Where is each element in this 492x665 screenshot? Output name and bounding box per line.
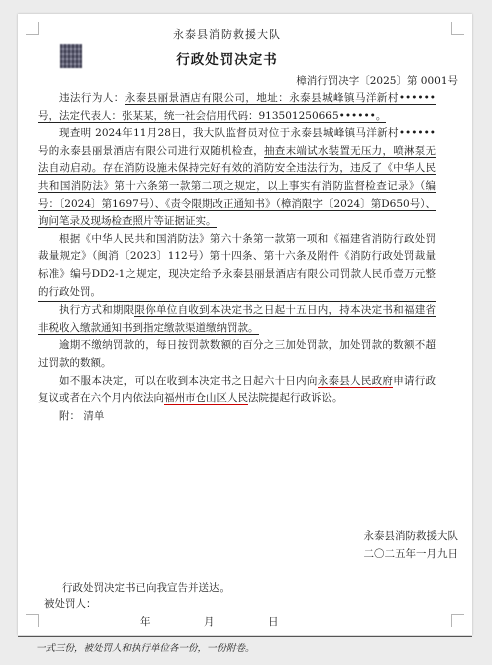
execution-label: 执行方式和期限 xyxy=(59,304,135,317)
legal-basis-paragraph: 根据《中华人民共和国消防法》第六十条第一款第一项和《福建省消防行政处罚裁量规定》（闽消〔2023〕112号）第十四条、第十六条及附件《消防行政处罚裁量标准》编号DD2-1之规定，现决定给予永泰县丽景酒店有限公司罚款人民币壹万元整的行政处罚。 xyxy=(38,231,436,302)
document-title: 行政处罚决定书 xyxy=(176,52,278,68)
signature-date: 二〇二五年一月九日 xyxy=(363,548,458,560)
execution-paragraph xyxy=(38,302,436,337)
execution-text: 限你单位自收到本决定书之日起十五日内，持本决定书和福建省非税收入缴款通知书到指定缴款渠道缴纳罚款。 xyxy=(38,304,437,334)
offender-paragraph xyxy=(38,90,436,125)
facts-paragraph xyxy=(38,125,436,231)
corner-mark xyxy=(26,614,39,627)
appeal-court: 福州市仓山区人民 xyxy=(164,392,248,405)
appeal-text-2: 申请行政复议或者在六个月内依法向 xyxy=(38,374,437,405)
signature-org: 永泰县消防救援大队 xyxy=(363,530,458,542)
footer-note: 一式三份，被处罚人和执行单位各一份，一份附卷。 xyxy=(36,643,255,654)
facts-violation: 抽查末端试水装置无压力，喷淋泵无法自动启动。存在消防设施未保持完好有效的消防安全违法行为，违反了《中华人民共和国消防法》第十六条第一款第二项之规定， xyxy=(38,144,437,192)
issuing-org: 永泰县消防救援大队 xyxy=(173,28,281,41)
attachment-line: 附： 清单 xyxy=(59,409,105,422)
offender-info: 永泰县丽景酒店有限公司，地址：永泰县城峰镇马洋新村••••••号，法定代表人：张某某，统一社会信用代码：913501250665••••••。 xyxy=(38,92,436,122)
appeal-text-1: 如不服本决定，可以在收到本决定书之日起六十日内向 xyxy=(59,374,318,387)
date-month-label: 月 xyxy=(204,616,215,628)
facts-intro: 现查明 2024年11月28日，我大队监督员对位于永泰县城峰镇马洋新村••••••号的永泰县丽景酒店有限公司进行双随机检查， xyxy=(38,127,436,157)
offender-label: 违法行为人： xyxy=(59,92,125,104)
delivery-notice: 行政处罚决定书已向我宣告并送达。 xyxy=(62,582,230,594)
date-day-label: 日 xyxy=(268,616,279,628)
late-fee-paragraph: 逾期不缴纳罚款的，每日按罚款数额的百分之三加处罚款，加处罚款的数额不超过罚款的数额。 xyxy=(38,339,436,369)
recipient-label: 被处罚人： xyxy=(44,598,97,610)
appeal-text-3: 法院提起行政诉讼。 xyxy=(248,392,343,405)
document-body xyxy=(38,90,436,425)
appeal-government: 永泰县人民政府 xyxy=(317,374,394,387)
footer-divider xyxy=(18,636,472,637)
appeal-paragraph xyxy=(38,373,436,408)
facts-evidence: 以上事实有消防监督检查记录》（编号：〔2024〕第1697号）、《责令限期改正通知书》（樟消限字〔2024〕第D650号）、询问笔录及现场检查照片等证据证实。 xyxy=(38,179,437,228)
corner-mark xyxy=(451,614,464,627)
date-year-label: 年 xyxy=(140,616,151,628)
document-number: 樟消行罚决字〔2025〕第 0001号 xyxy=(296,75,458,87)
